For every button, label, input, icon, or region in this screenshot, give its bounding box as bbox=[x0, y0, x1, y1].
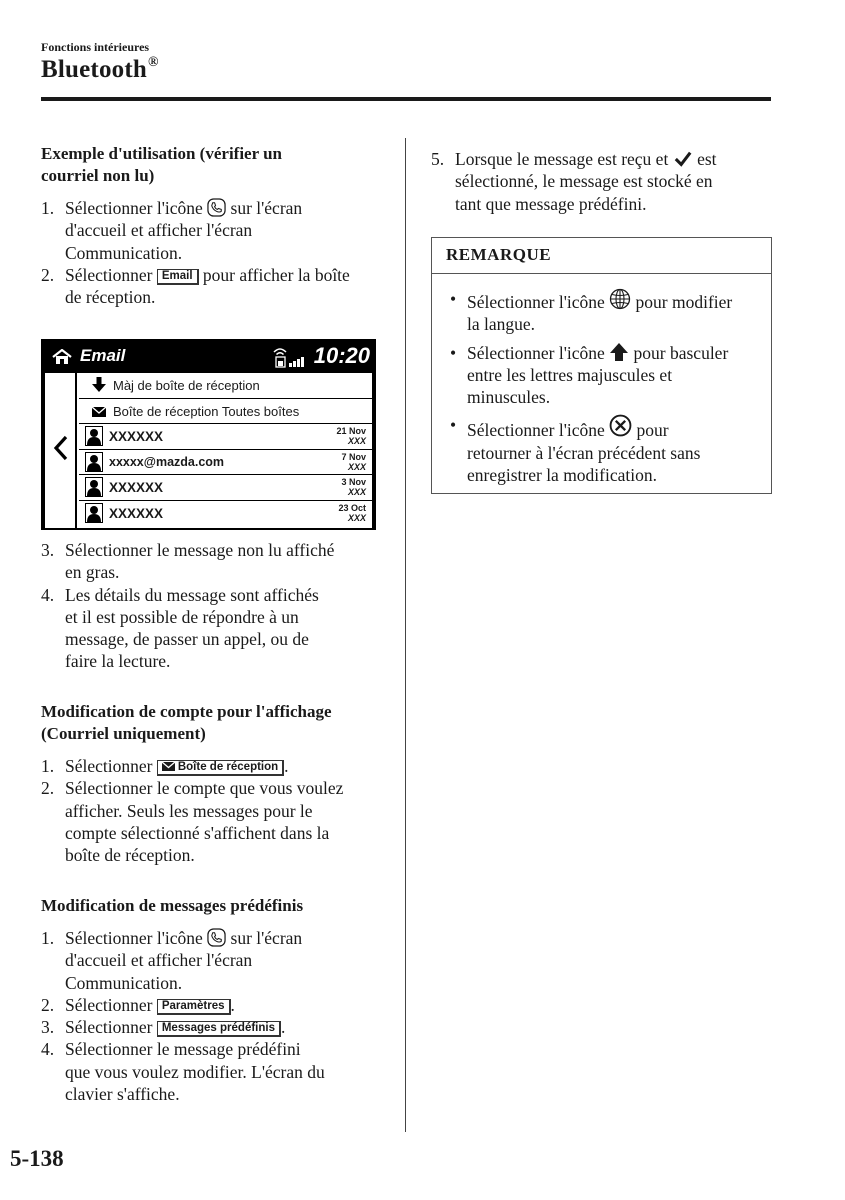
step-text: Communication. bbox=[65, 242, 183, 263]
message-row[interactable] bbox=[79, 475, 372, 501]
step-text: Sélectionner bbox=[65, 1017, 153, 1038]
contact-icon bbox=[85, 426, 103, 446]
step-text: est bbox=[697, 149, 717, 169]
step-text: Sélectionner le message prédéfini bbox=[65, 1039, 301, 1060]
step bbox=[41, 1016, 391, 1038]
message-row[interactable] bbox=[79, 424, 372, 450]
step-text: Sélectionner le message non lu affiché bbox=[65, 540, 335, 560]
note-text: pour modifier bbox=[635, 292, 733, 312]
contact-icon bbox=[85, 503, 103, 523]
step bbox=[41, 197, 391, 264]
step-text: Les détails du message sont affichés bbox=[65, 584, 319, 605]
date-day: 21 Nov bbox=[336, 426, 366, 436]
phone-signal-icon bbox=[272, 346, 308, 368]
home-icon[interactable] bbox=[52, 349, 72, 365]
message-sender: XXXXXX bbox=[109, 429, 164, 444]
step-number: 4. bbox=[41, 1039, 55, 1060]
section-heading-account-display bbox=[41, 701, 391, 745]
step-text: faire la lecture. bbox=[65, 651, 171, 672]
step-text: sur l'écran bbox=[230, 928, 303, 948]
step bbox=[41, 1038, 391, 1105]
step-number: 4. bbox=[41, 584, 55, 605]
section-heading-preset-messages bbox=[41, 895, 391, 917]
message-row[interactable] bbox=[79, 501, 372, 527]
step-text: . bbox=[280, 1017, 286, 1038]
note-text: retourner à l'écran précédent sans bbox=[467, 442, 701, 463]
message-sender: xxxxx@mazda.com bbox=[109, 454, 225, 469]
step-text: boîte de réception. bbox=[65, 845, 195, 866]
page-number: 5-138 bbox=[10, 1146, 64, 1171]
step-text: Sélectionner l'icône bbox=[65, 928, 203, 948]
date-day: 23 Oct bbox=[338, 502, 366, 513]
step-text: d'accueil et afficher l'écran bbox=[65, 220, 253, 241]
note-text: minuscules. bbox=[467, 387, 551, 408]
note-box bbox=[431, 237, 772, 494]
email-screen bbox=[41, 339, 376, 530]
message-row[interactable] bbox=[79, 450, 372, 476]
column-divider bbox=[405, 138, 406, 1132]
steps-account-display bbox=[41, 755, 391, 866]
step-text: Sélectionner le compte que vous voulez bbox=[65, 778, 344, 799]
preset-messages-button: Messages prédéfinis bbox=[157, 1021, 281, 1037]
note-text: enregistrer la modification. bbox=[467, 465, 657, 486]
message-date bbox=[336, 426, 366, 446]
step-number: 3. bbox=[41, 1017, 55, 1038]
contact-icon bbox=[85, 452, 103, 472]
envelope-icon bbox=[162, 761, 175, 772]
note-text: pour bbox=[636, 420, 669, 441]
step-text: d'accueil et afficher l'écran bbox=[65, 950, 253, 971]
step bbox=[41, 584, 391, 673]
email-list bbox=[79, 373, 372, 526]
section-label: Fonctions intérieures bbox=[41, 40, 150, 54]
update-inbox-label: Màj de boîte de réception bbox=[113, 378, 260, 393]
chevron-left-icon bbox=[53, 435, 69, 461]
step bbox=[41, 927, 391, 994]
bullet: • bbox=[450, 289, 457, 309]
all-inboxes-label: Boîte de réception Toutes boîtes bbox=[113, 403, 300, 419]
note-text: la langue. bbox=[467, 314, 536, 335]
step-text: Sélectionner bbox=[65, 994, 153, 1015]
step-text: tant que message prédéfini. bbox=[455, 193, 647, 214]
header-rule bbox=[41, 97, 771, 101]
step-number: 3. bbox=[41, 540, 55, 560]
screen-title: Email bbox=[80, 346, 126, 365]
step bbox=[41, 994, 391, 1016]
step-text: pour afficher la boîte bbox=[202, 264, 350, 285]
screen-body bbox=[45, 373, 372, 528]
email-button: Email bbox=[157, 269, 199, 285]
step-text: compte sélectionné s'affichent dans la bbox=[65, 822, 330, 843]
shift-arrow-icon bbox=[609, 342, 629, 362]
screen-title-bar bbox=[43, 341, 374, 373]
update-inbox-row[interactable] bbox=[79, 373, 372, 399]
step-number: 1. bbox=[41, 928, 55, 948]
step-text: Sélectionner bbox=[65, 756, 153, 776]
heading-line: Modification de messages prédéfinis bbox=[41, 896, 304, 915]
section-heading-check-email bbox=[41, 143, 391, 187]
message-sender: XXXXXX bbox=[109, 480, 164, 495]
step bbox=[431, 148, 776, 215]
step-text: en gras. bbox=[65, 562, 120, 583]
date-year: XXX bbox=[347, 461, 366, 472]
step-number: 5. bbox=[431, 149, 445, 169]
step-text: afficher. Seuls les messages pour le bbox=[65, 800, 313, 821]
step-text: . bbox=[284, 756, 289, 776]
settings-button: Paramètres bbox=[157, 999, 231, 1015]
back-button[interactable] bbox=[45, 373, 77, 528]
note-item bbox=[450, 342, 771, 409]
step-text: de réception. bbox=[65, 287, 156, 308]
step-text: et il est possible de répondre à un bbox=[65, 606, 299, 627]
step-number: 2. bbox=[41, 994, 55, 1015]
date-day: 3 Nov bbox=[341, 477, 366, 487]
step-number: 1. bbox=[41, 198, 55, 218]
steps-check-email bbox=[41, 197, 391, 308]
communication-icon bbox=[207, 928, 226, 947]
cancel-circle-icon bbox=[609, 414, 632, 437]
step bbox=[41, 539, 391, 584]
contact-icon bbox=[85, 477, 103, 497]
steps-preset-messages bbox=[41, 927, 391, 1105]
step-text: Sélectionner bbox=[65, 264, 153, 285]
envelope-icon bbox=[92, 405, 106, 419]
note-text: Sélectionner l'icône bbox=[467, 420, 605, 441]
date-day: 7 Nov bbox=[341, 451, 366, 462]
heading-line: courriel non lu) bbox=[41, 166, 155, 185]
download-arrow-icon bbox=[92, 377, 106, 393]
note-text: pour basculer bbox=[633, 342, 729, 363]
note-item bbox=[450, 414, 771, 486]
registered-mark: ® bbox=[147, 55, 159, 70]
heading-line: Exemple d'utilisation (vérifier un bbox=[41, 144, 282, 163]
step bbox=[41, 755, 391, 777]
step-number: 2. bbox=[41, 264, 55, 285]
message-date bbox=[341, 452, 366, 472]
message-date bbox=[338, 503, 366, 523]
step-text: que vous voulez modifier. L'écran du bbox=[65, 1061, 325, 1082]
date-year: XXX bbox=[347, 512, 366, 523]
message-date bbox=[341, 477, 366, 497]
globe-icon bbox=[609, 288, 631, 310]
communication-icon bbox=[207, 198, 226, 217]
heading-line: Modification de compte pour l'affichage bbox=[41, 702, 332, 721]
inbox-button-label: Boîte de réception bbox=[177, 761, 279, 773]
note-text: entre les lettres majuscules et bbox=[467, 364, 673, 385]
note-text: Sélectionner l'icône bbox=[467, 292, 605, 312]
note-title: REMARQUE bbox=[432, 238, 771, 274]
inbox-button bbox=[157, 760, 284, 776]
step-text: . bbox=[230, 994, 235, 1015]
step-text: sélectionné, le message est stocké en bbox=[455, 171, 713, 192]
note-list bbox=[432, 274, 771, 486]
bullet: • bbox=[450, 342, 457, 363]
step-text: message, de passer un appel, ou de bbox=[65, 629, 309, 650]
steps-right-column bbox=[431, 148, 776, 215]
step-text: Lorsque le message est reçu et bbox=[455, 149, 669, 169]
date-year: XXX bbox=[347, 487, 366, 497]
checkmark-icon bbox=[673, 150, 693, 168]
step-number: 2. bbox=[41, 778, 55, 799]
heading-line: (Courriel uniquement) bbox=[41, 724, 206, 743]
bullet: • bbox=[450, 415, 457, 436]
all-inboxes-row[interactable] bbox=[79, 399, 372, 425]
screen-clock: 10:20 bbox=[313, 343, 370, 368]
note-text: Sélectionner l'icône bbox=[467, 342, 605, 363]
step bbox=[41, 264, 391, 309]
steps-check-email-continued bbox=[41, 539, 391, 673]
step-text: clavier s'affiche. bbox=[65, 1084, 180, 1105]
note-item bbox=[450, 288, 771, 336]
step-text: Sélectionner l'icône bbox=[65, 198, 203, 218]
step-number: 1. bbox=[41, 756, 55, 776]
title-text: Bluetooth bbox=[41, 56, 147, 83]
date-year: XXX bbox=[347, 436, 366, 446]
step bbox=[41, 777, 391, 866]
page-title bbox=[41, 55, 159, 84]
step-text: sur l'écran bbox=[230, 198, 303, 218]
message-sender: XXXXXX bbox=[109, 505, 164, 521]
step-text: Communication. bbox=[65, 972, 183, 993]
